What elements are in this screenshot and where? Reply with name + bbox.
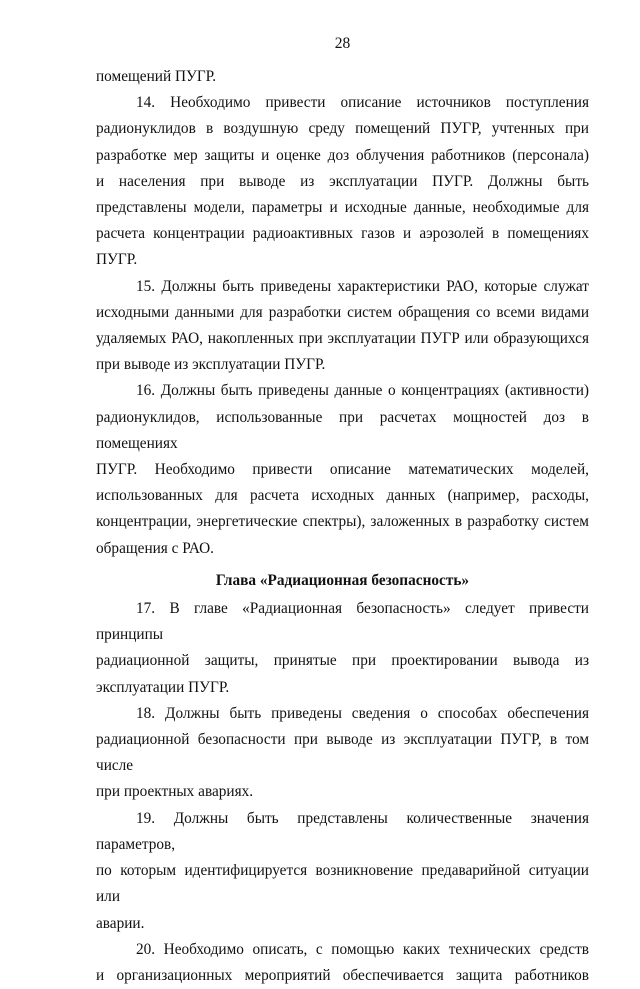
page-number: 28 [334, 35, 351, 52]
document-page [96, 34, 589, 989]
text-line: радиационной защиты, принятые при проектировании вывода из [96, 652, 589, 670]
text-line: 18. Должны быть приведены сведения о способах обеспечения [136, 704, 589, 722]
text-line: удаляемых РАО, накопленных при эксплуатации ПУГР или образующихся [96, 330, 589, 348]
paragraph [96, 596, 589, 701]
text-line: эксплуатации ПУГР. [96, 678, 230, 696]
paragraph [96, 806, 589, 937]
text-line: радионуклидов в воздушную среду помещений ПУГР, учтенных при [96, 120, 589, 138]
paragraph [96, 701, 589, 806]
text-line: 14. Необходимо привести описание источников поступления [136, 94, 589, 112]
text-line: по которым идентифицируется возникновение предаварийной ситуации или [96, 862, 589, 906]
text-line: обращения с РАО. [96, 539, 214, 557]
paragraph [96, 90, 589, 273]
text-line: помещений ПУГР. [96, 68, 217, 85]
text-line: ПУГР. Необходимо привести описание математических моделей, [96, 461, 589, 479]
text-line: и населения при выводе из эксплуатации ПУГР. Должны быть [96, 172, 589, 190]
text-line: при проектных авариях. [96, 783, 254, 801]
text-line: исходными данными для разработки систем обращения со всеми видами [96, 303, 589, 321]
text-line: расчета концентрации радиоактивных газов и аэрозолей в помещениях [96, 225, 589, 243]
text-line: и организационных мероприятий обеспечивается защита работников [96, 966, 589, 984]
text-line: 15. Должны быть приведены характеристики РАО, которые служат [136, 277, 589, 295]
text-line: ПУГР. [96, 251, 138, 269]
text-line: 20. Необходимо описать, с помощью каких технических средств [136, 940, 589, 958]
text-line: использованных для расчета исходных данных (например, расходы, [96, 487, 589, 505]
text-line: радиационной безопасности при выводе из эксплуатации ПУГР, в том числе [96, 731, 589, 775]
chapter-heading: Глава «Радиационная безопасность» [215, 571, 470, 589]
text-line: концентрации, энергетические спектры), заложенных в разработку систем [96, 513, 589, 531]
text-line: аварии. [96, 914, 145, 932]
text-line: 16. Должны быть приведены данные о концентрациях (активности) [136, 382, 589, 400]
text-line: 17. В главе «Радиационная безопасность» следует привести принципы [96, 600, 589, 644]
text-line: радионуклидов, использованные при расчетах мощностей доз в помещениях [96, 408, 589, 452]
text-line: 19. Должны быть представлены количественные значения параметров, [96, 809, 589, 853]
text-line: при выводе из эксплуатации ПУГР. [96, 356, 326, 374]
paragraph [96, 274, 589, 379]
text-line: представлены модели, параметры и исходные данные, необходимые для [96, 199, 589, 217]
paragraph [96, 378, 589, 561]
text-line: разработке мер защиты и оценке доз облучения работников (персонала) [96, 146, 589, 164]
paragraph [96, 64, 589, 90]
paragraph [96, 937, 589, 989]
document-body [96, 64, 589, 989]
